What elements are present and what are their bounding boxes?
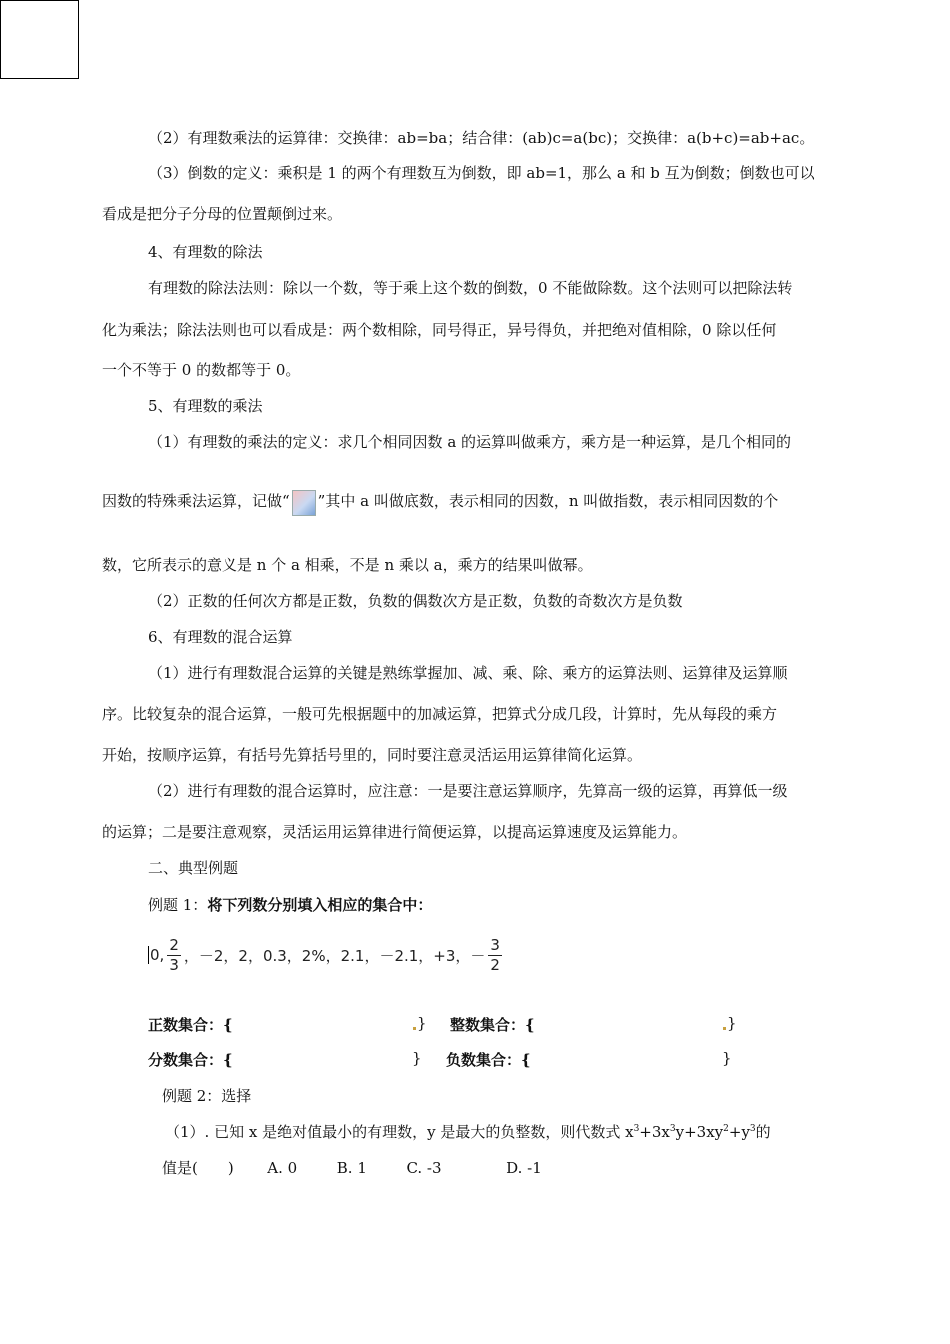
dot-mark — [723, 1027, 726, 1030]
reciprocal-definition-cont: 看成是把分子分母的位置颠倒过来。 — [102, 205, 343, 223]
mixed-key: （1）进行有理数混合运算的关键是熟练掌握加、减、乘、除、乘方的运算法则、运算律及运算顺 — [148, 664, 788, 682]
heading-mixed: 6、有理数的混合运算 — [148, 628, 293, 646]
negative-set-close: } — [722, 1049, 732, 1067]
mixed-notes: （2）进行有理数的混合运算时，应注意：一是要注意运算顺序，先算高一级的运算，再算低一级 — [148, 782, 788, 800]
integer-set-label: 整数集合：{ — [450, 1016, 535, 1034]
question-1-stem: 值是( ) — [162, 1159, 234, 1177]
question-1: （1）. 已知 x 是绝对值最小的有理数，y 是最大的负整数，则代数式 $x^3+3x^3y+3xy^2+y^3$的 — [165, 1123, 771, 1141]
section-examples: 二、典型例题 — [148, 859, 239, 877]
power-sign-rule: （2）正数的任何次方都是正数，负数的偶数次方是正数，负数的奇数次方是负数 — [148, 592, 683, 610]
fraction-set-close: } — [412, 1049, 422, 1067]
option-b: B. 1 — [336, 1159, 367, 1177]
division-rule-end: 一个不等于 0 的数都等于 0。 — [102, 361, 301, 379]
fraction-numerator: 2 — [169, 935, 179, 954]
fraction-set-label: 分数集合：{ — [148, 1051, 233, 1069]
fraction-three-halves — [488, 936, 502, 975]
text-cursor — [148, 946, 149, 964]
mixed-notes-cont: 的运算；二是要注意观察，灵活运用运算律进行简便运算，以提高运算速度及运算能力。 — [102, 823, 688, 841]
reciprocal-definition: （3）倒数的定义：乘积是 1 的两个有理数互为倒数，即 ab=1，那么 a 和 b 互为倒数；倒数也可以 — [148, 164, 815, 182]
corner-box — [0, 0, 79, 79]
power-notation-line — [102, 490, 778, 516]
heading-power: 5、有理数的乘法 — [148, 397, 263, 415]
positive-set-close: } — [412, 1014, 427, 1032]
broken-image-icon — [292, 490, 316, 516]
fraction-numerator: 3 — [490, 935, 500, 954]
formula-zero: 0, — [150, 946, 165, 964]
multiplication-laws: （2）有理数乘法的运算律：交换律：ab=ba；结合律：(ab)c=a(bc)；交换律：a(b+c)=ab+ac。 — [148, 129, 815, 147]
example-1 — [148, 895, 432, 915]
division-rule: 有理数的除法法则：除以一个数，等于乘上这个数的倒数，0 不能做除数。这个法则可以把除法转 — [148, 279, 793, 297]
example-1-text: 将下列数分别填入相应的集合中： — [207, 896, 433, 914]
example-2: 例题 2：选择 — [162, 1087, 252, 1105]
fraction-two-thirds — [167, 936, 181, 975]
fraction-denominator: 3 — [169, 955, 179, 974]
dot-mark — [413, 1027, 416, 1030]
option-a: A. 0 — [267, 1159, 298, 1177]
option-d: D. -1 — [506, 1159, 542, 1177]
mixed-key-cont: 序。比较复杂的混合运算，一般可先根据题中的加减运算，把算式分成几段，计算时，先从每段的乘方 — [102, 705, 778, 723]
negative-set-label: 负数集合：{ — [446, 1051, 531, 1069]
fraction-denominator: 2 — [490, 955, 500, 974]
power-notation-post: ”其中 a 叫做底数，表示相同的因数，n 叫做指数，表示相同因数的个 — [317, 492, 779, 510]
power-notation-pre: 因数的特殊乘法运算，记做“ — [102, 492, 290, 510]
example-1-label: 例题 1： — [148, 896, 208, 914]
question-1-options — [162, 1158, 542, 1178]
power-meaning: 数，它所表示的意义是 n 个 a 相乘，不是 n 乘以 a，乘方的结果叫做幂。 — [102, 556, 593, 574]
heading-division: 4、有理数的除法 — [148, 243, 263, 261]
number-list-formula — [148, 930, 505, 980]
integer-set-close: } — [722, 1014, 737, 1032]
mixed-key-end: 开始，按顺序运算，有括号先算括号里的，同时要注意灵活运用运算律简化运算。 — [102, 746, 643, 764]
option-c: C. -3 — [406, 1159, 442, 1177]
division-rule-cont: 化为乘法；除法法则也可以看成是：两个数相除，同号得正，异号得负，并把绝对值相除，0 除以任何 — [102, 321, 777, 339]
positive-set-label: 正数集合：{ — [148, 1016, 233, 1034]
power-definition: （1）有理数的乘法的定义：求几个相同因数 a 的运算叫做乘方，乘方是一种运算，是几个相同的 — [148, 433, 792, 451]
formula-middle: ，－2，2，0.3，2%，2.1，－2.1，+3，－ — [183, 946, 486, 965]
